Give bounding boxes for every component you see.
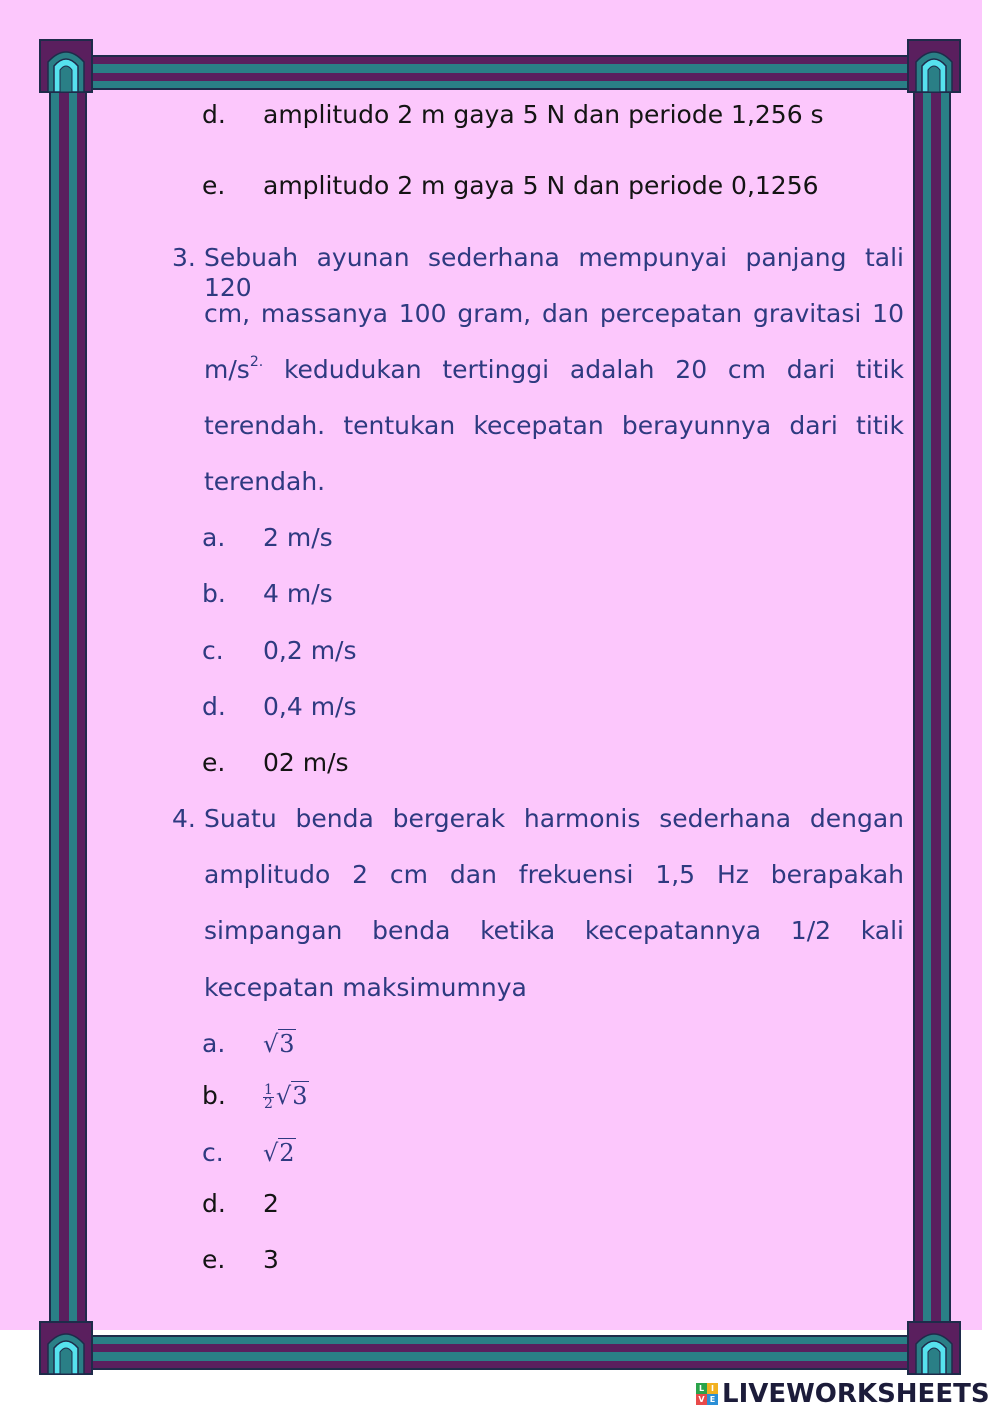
q4-option-a-label: a. [202,1029,226,1058]
q4-option-c-math [263,1138,296,1168]
q3-unit-exponent: 2. [249,354,264,370]
q3-line3-rest: kedudukan tertinggi adalah 20 cm dari titik [263,355,904,384]
liveworksheets-brand[interactable] [696,1378,990,1410]
q3-option-c-text: 0,2 m/s [263,636,357,665]
q3-option-e-label: e. [202,748,226,777]
logo-letter-v: V [696,1394,707,1405]
logo-letter-e: E [707,1394,718,1405]
q3-number: 3. [172,243,196,272]
q4-option-d-label: d. [202,1189,226,1218]
q4-option-a-math [263,1029,296,1059]
bottom-band-purple-1 [84,1344,916,1352]
q3-option-a-label: a. [202,523,226,552]
bottom-band-purple-2 [84,1361,916,1368]
liveworksheets-logo-icon [696,1383,718,1405]
q4-option-b-label: b. [202,1081,226,1110]
q3-option-b-text: 4 m/s [263,579,333,608]
q3-text-line-4: terendah. tentukan kecepatan berayunnya dari titik [204,411,904,440]
fraction-half: $\frac{1}{2}$ [264,1082,273,1112]
q3-option-c-label: c. [202,636,224,665]
q4-option-c-label: c. [202,1138,224,1167]
q3-option-b-label: b. [202,579,226,608]
q4-text-line-1: Suatu benda bergerak harmonis sederhana dengan [204,804,904,833]
q2-option-d-label: d. [202,100,226,129]
q3-text-line-5: terendah. [204,467,326,496]
logo-letter-l: L [696,1383,707,1394]
brand-name: LIVEWORKSHEETS [722,1379,990,1409]
q3-unit: m/s [204,355,250,384]
q4-number: 4. [172,804,196,833]
sqrt-symbol: √2 [263,1139,295,1167]
q4-option-e-text: 3 [263,1245,279,1274]
q3-text-line-3 [204,355,904,385]
q3-option-d-label: d. [202,692,226,721]
q4-option-e-label: e. [202,1245,226,1274]
sqrt-symbol: √3 [275,1082,308,1110]
sqrt-symbol: √3 [263,1030,295,1058]
bottom-band-teal-2 [84,1352,916,1361]
q4-option-d-text: 2 [263,1189,279,1218]
bottom-band-teal [84,1337,916,1344]
q3-option-a-text: 2 m/s [263,523,333,552]
q4-option-b-math [263,1081,309,1111]
q2-option-e-label: e. [202,171,226,200]
q3-option-d-text: 0,4 m/s [263,692,357,721]
q2-option-e-text: amplitudo 2 m gaya 5 N dan periode 0,1256 [263,171,819,200]
q2-option-d-text: amplitudo 2 m gaya 5 N dan periode 1,256 s [263,100,824,129]
q4-text-line-4: kecepatan maksimumnya [204,973,527,1002]
q3-text-line-1: Sebuah ayunan sederhana mempunyai panjang tali 120 [204,243,904,302]
logo-letter-i: I [707,1383,718,1394]
q3-option-e-text: 02 m/s [263,748,349,777]
q4-text-line-3: simpangan benda ketika kecepatannya 1/2 kali [204,916,904,945]
q3-text-line-2: cm, massanya 100 gram, dan percepatan gravitasi 10 [204,299,904,328]
q4-text-line-2: amplitudo 2 cm dan frekuensi 1,5 Hz berapakah [204,860,904,889]
